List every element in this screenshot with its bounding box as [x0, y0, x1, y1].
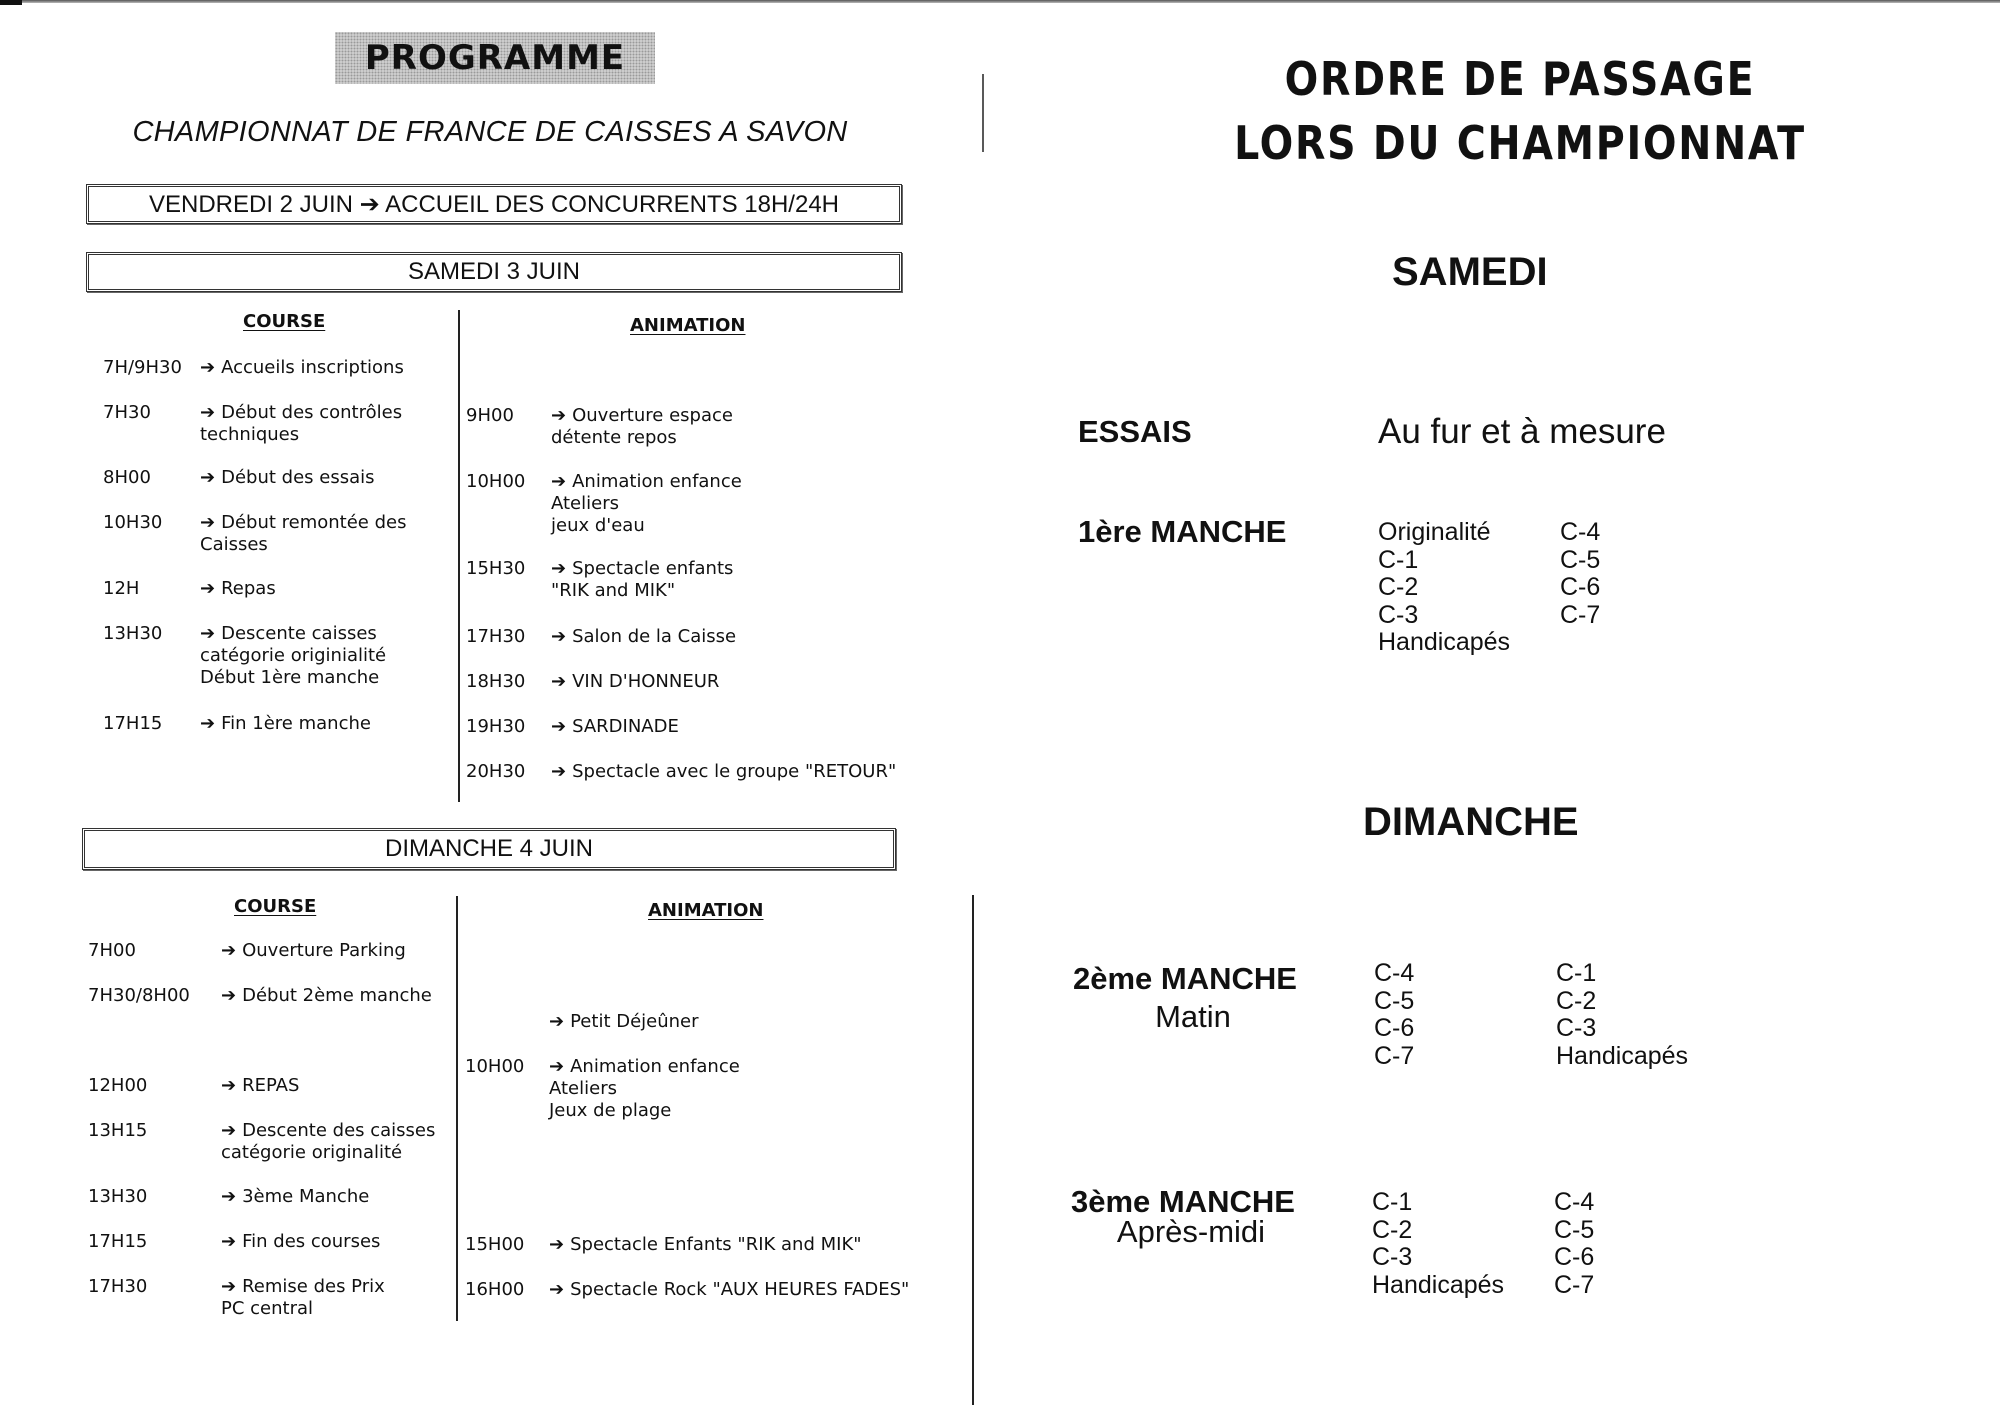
- schedule-time: 13H30: [88, 1186, 148, 1207]
- saturday-label: SAMEDI 3 JUIN: [407, 258, 581, 285]
- schedule-description: Repas: [221, 578, 276, 599]
- category-item: C-3: [1556, 1014, 1597, 1042]
- schedule-description: Animation enfance: [570, 1056, 740, 1077]
- category-item: C-5: [1374, 986, 1415, 1015]
- category-item: C-7: [1554, 1270, 1595, 1299]
- category-item: C-1: [1372, 1188, 1413, 1216]
- schedule-description: Ouverture espace: [572, 405, 733, 426]
- arrow-right-icon: ➔: [551, 405, 567, 426]
- category-item: C-3: [1378, 600, 1419, 629]
- schedule-time: 10H00: [465, 1056, 525, 1077]
- saturday-column-divider: [458, 310, 460, 802]
- fold-line-bottom: [972, 895, 974, 1405]
- schedule-description: Début des essais: [221, 467, 375, 488]
- schedule-time: 15H30: [466, 558, 526, 579]
- sunday-label: DIMANCHE 4 JUIN: [384, 835, 594, 862]
- championship-subtitle: CHAMPIONNAT DE FRANCE DE CAISSES A SAVON: [132, 116, 848, 148]
- arrow-right-icon: ➔: [200, 578, 216, 599]
- schedule-description-continued: jeux d'eau: [551, 515, 645, 536]
- programme-title: PROGRAMME: [364, 38, 626, 78]
- schedule-description: Remise des Prix: [242, 1276, 385, 1297]
- sunday-header-box: [82, 828, 896, 870]
- schedule-time: 7H30: [103, 402, 151, 423]
- category-item: Handicapés: [1378, 628, 1511, 656]
- arrow-right-icon: ➔: [221, 1120, 237, 1141]
- category-item: Handicapés: [1556, 1041, 1689, 1070]
- schedule-description: REPAS: [242, 1075, 300, 1096]
- category-item: C-6: [1560, 573, 1601, 601]
- scan-corner-mark: [0, 0, 22, 5]
- schedule-description: Fin des courses: [242, 1231, 381, 1252]
- schedule-time: 15H00: [465, 1234, 525, 1255]
- category-item: Handicapés: [1372, 1270, 1505, 1299]
- arrow-right-icon: ➔: [551, 626, 567, 647]
- arrow-right-icon: ➔: [549, 1011, 565, 1032]
- schedule-time: 17H15: [103, 713, 163, 734]
- schedule-description: 3ème Manche: [242, 1186, 370, 1207]
- schedule-description: Début des contrôles: [221, 402, 403, 423]
- schedule-description-continued: Ateliers: [549, 1078, 617, 1099]
- schedule-time: 9H00: [466, 405, 514, 426]
- manche3-label: 3ème MANCHE: [1071, 1184, 1295, 1219]
- category-item: C-4: [1560, 518, 1601, 546]
- schedule-time: 8H00: [103, 467, 151, 488]
- schedule-description-continued: Jeux de plage: [549, 1100, 672, 1121]
- schedule-description: Petit Déjeûner: [570, 1011, 699, 1032]
- category-item: C-5: [1554, 1215, 1595, 1244]
- sunday-heading: DIMANCHE: [1363, 800, 1579, 844]
- schedule-description: Spectacle avec le groupe "RETOUR": [572, 761, 897, 782]
- manche2-col2: [1556, 960, 1688, 1070]
- schedule-time: 19H30: [466, 716, 526, 737]
- arrow-right-icon: ➔: [551, 471, 567, 492]
- schedule-time: 18H30: [466, 671, 526, 692]
- category-item: C-1: [1556, 959, 1597, 987]
- category-item: C-2: [1556, 986, 1597, 1015]
- schedule-time: 20H30: [466, 761, 526, 782]
- schedule-description-continued: catégorie originialité: [200, 645, 387, 666]
- category-item: C-2: [1378, 573, 1419, 601]
- schedule-time: 16H00: [465, 1279, 525, 1300]
- schedule-description: Salon de la Caisse: [572, 626, 737, 647]
- schedule-time: 12H: [103, 578, 140, 599]
- schedule-time: 17H15: [88, 1231, 148, 1252]
- saturday-heading: SAMEDI: [1392, 250, 1548, 294]
- arrow-right-icon: ➔: [200, 713, 216, 734]
- schedule-time: 17H30: [88, 1276, 148, 1297]
- category-item: C-4: [1554, 1188, 1595, 1216]
- arrow-right-icon: ➔: [200, 402, 216, 423]
- schedule-description: SARDINADE: [572, 716, 679, 737]
- schedule-time: 7H00: [88, 940, 136, 961]
- schedule-description-continued: détente repos: [551, 427, 677, 448]
- schedule-description: Fin 1ère manche: [221, 713, 371, 734]
- schedule-description-continued: Début 1ère manche: [200, 667, 380, 688]
- category-item: C-3: [1372, 1243, 1413, 1271]
- schedule-description: VIN D'HONNEUR: [572, 671, 720, 692]
- manche1-col1: [1378, 519, 1510, 657]
- essais-label: ESSAIS: [1078, 414, 1192, 449]
- arrow-right-icon: ➔: [551, 716, 567, 737]
- manche2-label: 2ème MANCHE: [1073, 961, 1297, 996]
- schedule-time: 7H/9H30: [103, 357, 182, 378]
- arrow-right-icon: ➔: [551, 761, 567, 782]
- arrow-right-icon: ➔: [221, 940, 237, 961]
- essais-value: Au fur et à mesure: [1378, 412, 1666, 451]
- category-item: Originalité: [1378, 518, 1491, 546]
- sunday-animation-header: ANIMATION: [648, 900, 764, 921]
- schedule-description: Début 2ème manche: [242, 985, 432, 1006]
- schedule-time: 7H30/8H00: [88, 985, 190, 1006]
- schedule-description-continued: "RIK and MIK": [551, 580, 676, 601]
- arrow-right-icon: ➔: [551, 671, 567, 692]
- schedule-time: 13H15: [88, 1120, 148, 1141]
- order-title-line1: ORDRE DE PASSAGE: [1284, 52, 1756, 106]
- schedule-description: Début remontée des: [221, 512, 407, 533]
- category-item: C-4: [1374, 959, 1415, 987]
- saturday-animation-header: ANIMATION: [630, 315, 746, 336]
- saturday-header-box: [86, 252, 902, 292]
- arrow-right-icon: ➔: [200, 357, 216, 378]
- sunday-column-divider: [456, 896, 458, 1321]
- category-item: C-5: [1560, 545, 1601, 574]
- schedule-description-continued: PC central: [221, 1298, 314, 1319]
- arrow-right-icon: ➔: [549, 1056, 565, 1077]
- manche2-col1: [1374, 960, 1414, 1070]
- schedule-description: Spectacle Rock "AUX HEURES FADES": [570, 1279, 910, 1300]
- scan-top-edge: [0, 0, 2000, 3]
- schedule-description-continued: Caisses: [200, 534, 268, 555]
- schedule-time: 10H30: [103, 512, 163, 533]
- arrow-right-icon: ➔: [221, 1075, 237, 1096]
- arrow-right-icon: ➔: [200, 467, 216, 488]
- schedule-description: Descente caisses: [221, 623, 377, 644]
- manche3-sub: Après-midi: [1116, 1214, 1266, 1249]
- arrow-right-icon: ➔: [549, 1234, 565, 1255]
- schedule-description-continued: catégorie originalité: [221, 1142, 403, 1163]
- schedule-time: 13H30: [103, 623, 163, 644]
- manche1-label: 1ère MANCHE: [1078, 514, 1287, 549]
- programme-banner: [335, 32, 655, 84]
- arrow-right-icon: ➔: [551, 558, 567, 579]
- arrow-right-icon: ➔: [200, 512, 216, 533]
- sunday-course-header: COURSE: [234, 896, 317, 917]
- friday-header-box: [86, 184, 902, 224]
- schedule-description-continued: Ateliers: [551, 493, 619, 514]
- schedule-description: Accueils inscriptions: [221, 357, 404, 378]
- schedule-description: Animation enfance: [572, 471, 742, 492]
- manche3-col2: [1554, 1189, 1594, 1299]
- arrow-right-icon: ➔: [221, 1276, 237, 1297]
- manche3-col1: [1372, 1189, 1504, 1299]
- arrow-right-icon: ➔: [221, 1186, 237, 1207]
- friday-label: VENDREDI 2 JUIN ➔ ACCUEIL DES CONCURRENTS 18H/24H: [148, 190, 840, 218]
- schedule-description: Spectacle enfants: [572, 558, 734, 579]
- arrow-right-icon: ➔: [221, 1231, 237, 1252]
- category-item: C-2: [1372, 1215, 1413, 1244]
- category-item: C-7: [1374, 1041, 1415, 1070]
- schedule-description: Descente des caisses: [242, 1120, 436, 1141]
- arrow-right-icon: ➔: [200, 623, 216, 644]
- fold-line-top: [982, 74, 984, 152]
- schedule-time: 10H00: [466, 471, 526, 492]
- category-item: C-7: [1560, 600, 1601, 629]
- order-title-line2: LORS DU CHAMPIONNAT: [1234, 116, 1806, 170]
- category-item: C-6: [1554, 1243, 1595, 1271]
- schedule-time: 17H30: [466, 626, 526, 647]
- schedule-description: Ouverture Parking: [242, 940, 406, 961]
- arrow-right-icon: ➔: [221, 985, 237, 1006]
- manche2-sub: Matin: [1155, 999, 1231, 1034]
- manche1-col2: [1560, 519, 1600, 629]
- schedule-time: 12H00: [88, 1075, 148, 1096]
- schedule-description-continued: techniques: [200, 424, 300, 445]
- arrow-right-icon: ➔: [549, 1279, 565, 1300]
- saturday-course-header: COURSE: [243, 311, 326, 332]
- schedule-description: Spectacle Enfants "RIK and MIK": [570, 1234, 862, 1255]
- category-item: C-6: [1374, 1014, 1415, 1042]
- category-item: C-1: [1378, 545, 1419, 574]
